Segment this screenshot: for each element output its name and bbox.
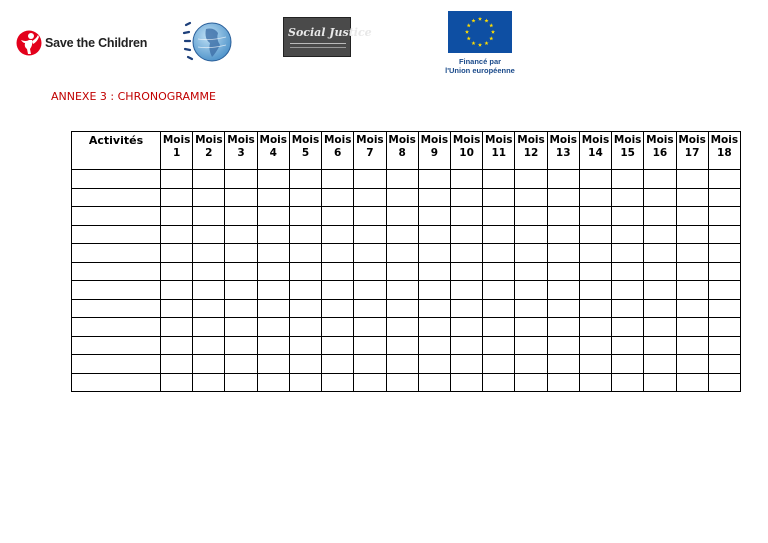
month-cell[interactable]	[193, 207, 225, 226]
month-cell[interactable]	[386, 244, 418, 263]
activity-cell[interactable]	[72, 355, 161, 374]
activity-cell[interactable]	[72, 207, 161, 226]
month-cell[interactable]	[515, 262, 547, 281]
month-cell[interactable]	[161, 207, 193, 226]
month-header: Mois 10	[450, 132, 482, 170]
month-cell[interactable]	[193, 244, 225, 263]
month-cell[interactable]	[579, 225, 611, 244]
eu-caption-line-1: Financé par	[458, 57, 502, 66]
month-cell[interactable]	[386, 318, 418, 337]
table-row	[72, 281, 741, 300]
month-cell[interactable]	[579, 188, 611, 207]
month-cell[interactable]	[354, 244, 386, 263]
eu-funding-caption	[436, 57, 524, 75]
month-cell[interactable]	[257, 318, 289, 337]
month-cell[interactable]	[257, 299, 289, 318]
month-cell[interactable]	[676, 355, 708, 374]
month-cell[interactable]	[354, 188, 386, 207]
month-cell[interactable]	[708, 299, 740, 318]
month-cell[interactable]	[676, 262, 708, 281]
month-cell[interactable]	[547, 207, 579, 226]
month-cell[interactable]	[483, 336, 515, 355]
activity-cell[interactable]	[72, 244, 161, 263]
month-cell[interactable]	[483, 318, 515, 337]
month-cell[interactable]	[450, 188, 482, 207]
month-cell[interactable]	[418, 188, 450, 207]
month-cell[interactable]	[708, 244, 740, 263]
month-cell[interactable]	[225, 355, 257, 374]
month-cell[interactable]	[676, 299, 708, 318]
month-cell[interactable]	[322, 373, 354, 392]
month-cell[interactable]	[386, 336, 418, 355]
month-cell[interactable]	[386, 262, 418, 281]
month-cell[interactable]	[225, 299, 257, 318]
month-cell[interactable]	[225, 281, 257, 300]
month-cell[interactable]	[612, 281, 644, 300]
month-cell[interactable]	[225, 262, 257, 281]
month-cell[interactable]	[322, 188, 354, 207]
save-the-children-logo	[16, 28, 147, 58]
month-header: Mois 6	[322, 132, 354, 170]
month-cell[interactable]	[515, 336, 547, 355]
month-cell[interactable]	[708, 355, 740, 374]
month-cell[interactable]	[676, 318, 708, 337]
cena-logo	[180, 19, 234, 65]
month-cell[interactable]	[547, 318, 579, 337]
month-header: Mois 4	[257, 132, 289, 170]
month-cell[interactable]	[450, 244, 482, 263]
month-cell[interactable]	[289, 355, 321, 374]
month-cell[interactable]	[322, 225, 354, 244]
month-cell[interactable]	[676, 244, 708, 263]
month-cell[interactable]	[450, 225, 482, 244]
month-header: Mois 1	[161, 132, 193, 170]
month-cell[interactable]	[644, 188, 676, 207]
month-cell[interactable]	[225, 336, 257, 355]
page-title: ANNEXE 3 : CHRONOGRAMME	[51, 90, 216, 103]
month-cell[interactable]	[289, 281, 321, 300]
table-row	[72, 207, 741, 226]
month-cell[interactable]	[515, 170, 547, 189]
table-row	[72, 318, 741, 337]
month-cell[interactable]	[708, 262, 740, 281]
month-cell[interactable]	[579, 244, 611, 263]
month-cell[interactable]	[289, 244, 321, 263]
month-cell[interactable]	[676, 207, 708, 226]
month-cell[interactable]	[450, 355, 482, 374]
month-cell[interactable]	[386, 170, 418, 189]
chronogram-table	[71, 131, 741, 392]
month-cell[interactable]	[547, 355, 579, 374]
month-cell[interactable]	[450, 170, 482, 189]
month-cell[interactable]	[257, 244, 289, 263]
month-cell[interactable]	[644, 225, 676, 244]
month-cell[interactable]	[515, 225, 547, 244]
month-cell[interactable]	[161, 188, 193, 207]
month-cell[interactable]	[483, 207, 515, 226]
table-header-row	[72, 132, 741, 170]
table-row	[72, 299, 741, 318]
month-cell[interactable]	[612, 170, 644, 189]
month-cell[interactable]	[193, 373, 225, 392]
activity-cell[interactable]	[72, 188, 161, 207]
month-cell[interactable]	[579, 355, 611, 374]
month-header: Mois 14	[579, 132, 611, 170]
eu-caption-line-2: l'Union européenne	[445, 66, 515, 75]
month-cell[interactable]	[418, 262, 450, 281]
month-cell[interactable]	[612, 262, 644, 281]
month-header: Mois 16	[644, 132, 676, 170]
month-cell[interactable]	[225, 188, 257, 207]
month-cell[interactable]	[547, 225, 579, 244]
social-justice-logo	[283, 17, 372, 57]
month-cell[interactable]	[708, 281, 740, 300]
month-cell[interactable]	[257, 281, 289, 300]
month-cell[interactable]	[515, 207, 547, 226]
month-cell[interactable]	[193, 318, 225, 337]
month-cell[interactable]	[161, 373, 193, 392]
month-cell[interactable]	[225, 207, 257, 226]
month-cell[interactable]	[257, 355, 289, 374]
month-cell[interactable]	[386, 207, 418, 226]
month-cell[interactable]	[515, 281, 547, 300]
month-cell[interactable]	[515, 355, 547, 374]
activity-cell[interactable]	[72, 170, 161, 189]
month-cell[interactable]	[708, 170, 740, 189]
month-cell[interactable]	[289, 207, 321, 226]
table-row	[72, 373, 741, 392]
month-cell[interactable]	[612, 207, 644, 226]
month-cell[interactable]	[386, 373, 418, 392]
table-row	[72, 188, 741, 207]
month-cell[interactable]	[644, 336, 676, 355]
month-cell[interactable]	[676, 225, 708, 244]
activity-cell[interactable]	[72, 318, 161, 337]
month-header: Mois 18	[708, 132, 740, 170]
social-justice-text: Social Justice	[288, 26, 372, 39]
month-cell[interactable]	[547, 170, 579, 189]
month-cell[interactable]	[322, 336, 354, 355]
month-cell[interactable]	[161, 262, 193, 281]
month-cell[interactable]	[289, 262, 321, 281]
month-cell[interactable]	[257, 225, 289, 244]
month-cell[interactable]	[322, 170, 354, 189]
month-cell[interactable]	[515, 373, 547, 392]
month-cell[interactable]	[644, 318, 676, 337]
month-cell[interactable]	[289, 373, 321, 392]
month-cell[interactable]	[547, 336, 579, 355]
month-cell[interactable]	[193, 336, 225, 355]
table-row	[72, 355, 741, 374]
month-cell[interactable]	[161, 318, 193, 337]
table-row	[72, 244, 741, 263]
table-row	[72, 262, 741, 281]
month-cell[interactable]	[612, 225, 644, 244]
month-cell[interactable]	[386, 355, 418, 374]
activity-cell[interactable]	[72, 262, 161, 281]
month-cell[interactable]	[193, 281, 225, 300]
month-cell[interactable]	[708, 207, 740, 226]
month-cell[interactable]	[193, 225, 225, 244]
month-cell[interactable]	[418, 318, 450, 337]
month-cell[interactable]	[579, 207, 611, 226]
save-the-children-text: Save the Children	[45, 36, 148, 50]
month-cell[interactable]	[354, 207, 386, 226]
month-cell[interactable]	[418, 336, 450, 355]
month-header: Mois 2	[193, 132, 225, 170]
month-header: Mois 12	[515, 132, 547, 170]
month-cell[interactable]	[450, 318, 482, 337]
month-cell[interactable]	[579, 373, 611, 392]
month-cell[interactable]	[225, 244, 257, 263]
month-cell[interactable]	[418, 244, 450, 263]
month-cell[interactable]	[418, 207, 450, 226]
month-cell[interactable]	[418, 225, 450, 244]
month-cell[interactable]	[225, 318, 257, 337]
month-cell[interactable]	[612, 373, 644, 392]
month-cell[interactable]	[450, 207, 482, 226]
month-cell[interactable]	[612, 336, 644, 355]
month-cell[interactable]	[644, 170, 676, 189]
month-cell[interactable]	[225, 373, 257, 392]
month-cell[interactable]	[257, 373, 289, 392]
month-cell[interactable]	[322, 262, 354, 281]
month-cell[interactable]	[644, 207, 676, 226]
month-cell[interactable]	[483, 170, 515, 189]
month-cell[interactable]	[161, 281, 193, 300]
month-cell[interactable]	[515, 188, 547, 207]
month-cell[interactable]	[193, 299, 225, 318]
month-cell[interactable]	[193, 170, 225, 189]
month-cell[interactable]	[354, 373, 386, 392]
month-cell[interactable]	[450, 299, 482, 318]
month-cell[interactable]	[322, 318, 354, 337]
month-cell[interactable]	[322, 299, 354, 318]
month-cell[interactable]	[450, 373, 482, 392]
month-cell[interactable]	[289, 225, 321, 244]
month-cell[interactable]	[483, 244, 515, 263]
month-cell[interactable]	[289, 299, 321, 318]
month-cell[interactable]	[386, 281, 418, 300]
table-body	[72, 170, 741, 392]
month-cell[interactable]	[708, 225, 740, 244]
table-row	[72, 170, 741, 189]
month-cell[interactable]	[547, 281, 579, 300]
month-cell[interactable]	[547, 262, 579, 281]
month-cell[interactable]	[418, 373, 450, 392]
month-cell[interactable]	[386, 299, 418, 318]
month-cell[interactable]	[644, 355, 676, 374]
month-cell[interactable]	[354, 299, 386, 318]
month-cell[interactable]	[257, 188, 289, 207]
month-header: Mois 15	[612, 132, 644, 170]
month-cell[interactable]	[612, 299, 644, 318]
eu-flag-logo	[448, 11, 512, 53]
table-row	[72, 336, 741, 355]
month-cell[interactable]	[676, 188, 708, 207]
month-cell[interactable]	[354, 336, 386, 355]
month-cell[interactable]	[483, 355, 515, 374]
month-cell[interactable]	[708, 318, 740, 337]
month-cell[interactable]	[483, 188, 515, 207]
month-cell[interactable]	[257, 336, 289, 355]
month-cell[interactable]	[354, 225, 386, 244]
month-cell[interactable]	[161, 170, 193, 189]
activities-header: Activités	[72, 132, 161, 170]
month-cell[interactable]	[483, 373, 515, 392]
month-cell[interactable]	[354, 355, 386, 374]
month-cell[interactable]	[225, 170, 257, 189]
eu-stars-icon	[448, 11, 512, 53]
month-cell[interactable]	[612, 188, 644, 207]
month-cell[interactable]	[354, 262, 386, 281]
month-cell[interactable]	[161, 225, 193, 244]
month-cell[interactable]	[193, 262, 225, 281]
month-cell[interactable]	[515, 318, 547, 337]
month-cell[interactable]	[386, 225, 418, 244]
month-cell[interactable]	[483, 262, 515, 281]
month-cell[interactable]	[547, 188, 579, 207]
activity-cell[interactable]	[72, 373, 161, 392]
month-cell[interactable]	[483, 281, 515, 300]
month-header: Mois 7	[354, 132, 386, 170]
month-cell[interactable]	[547, 244, 579, 263]
globe-icon	[180, 19, 234, 65]
month-cell[interactable]	[483, 225, 515, 244]
month-header: Mois 3	[225, 132, 257, 170]
month-cell[interactable]	[289, 318, 321, 337]
month-cell[interactable]	[676, 281, 708, 300]
month-cell[interactable]	[579, 318, 611, 337]
month-cell[interactable]	[644, 262, 676, 281]
month-cell[interactable]	[257, 262, 289, 281]
save-the-children-emblem-icon	[16, 29, 42, 57]
month-cell[interactable]	[579, 170, 611, 189]
month-cell[interactable]	[450, 262, 482, 281]
month-cell[interactable]	[322, 207, 354, 226]
month-cell[interactable]	[708, 373, 740, 392]
month-cell[interactable]	[579, 299, 611, 318]
month-cell[interactable]	[644, 281, 676, 300]
month-cell[interactable]	[579, 262, 611, 281]
month-cell[interactable]	[644, 373, 676, 392]
month-cell[interactable]	[193, 355, 225, 374]
month-cell[interactable]	[161, 244, 193, 263]
month-cell[interactable]	[450, 281, 482, 300]
social-justice-divider	[290, 43, 346, 44]
month-cell[interactable]	[483, 299, 515, 318]
month-cell[interactable]	[418, 281, 450, 300]
month-cell[interactable]	[676, 336, 708, 355]
month-cell[interactable]	[676, 373, 708, 392]
month-cell[interactable]	[161, 299, 193, 318]
month-cell[interactable]	[612, 355, 644, 374]
month-cell[interactable]	[322, 355, 354, 374]
month-header: Mois 11	[483, 132, 515, 170]
month-cell[interactable]	[289, 170, 321, 189]
table-row	[72, 225, 741, 244]
month-header: Mois 8	[386, 132, 418, 170]
activity-cell[interactable]	[72, 336, 161, 355]
month-cell[interactable]	[418, 170, 450, 189]
month-cell[interactable]	[547, 299, 579, 318]
month-header: Mois 13	[547, 132, 579, 170]
month-cell[interactable]	[515, 244, 547, 263]
activity-cell[interactable]	[72, 299, 161, 318]
activity-cell[interactable]	[72, 225, 161, 244]
month-cell[interactable]	[354, 318, 386, 337]
month-cell[interactable]	[289, 188, 321, 207]
month-cell[interactable]	[354, 170, 386, 189]
month-cell[interactable]	[612, 244, 644, 263]
month-cell[interactable]	[418, 299, 450, 318]
month-cell[interactable]	[161, 336, 193, 355]
social-justice-divider	[290, 47, 346, 48]
month-cell[interactable]	[257, 207, 289, 226]
month-cell[interactable]	[579, 281, 611, 300]
month-cell[interactable]	[676, 170, 708, 189]
month-cell[interactable]	[322, 244, 354, 263]
month-header: Mois 17	[676, 132, 708, 170]
month-cell[interactable]	[612, 318, 644, 337]
month-cell[interactable]	[644, 244, 676, 263]
month-cell[interactable]	[257, 170, 289, 189]
month-cell[interactable]	[322, 281, 354, 300]
month-cell[interactable]	[515, 299, 547, 318]
month-cell[interactable]	[225, 225, 257, 244]
activity-cell[interactable]	[72, 281, 161, 300]
month-header: Mois 5	[289, 132, 321, 170]
month-cell[interactable]	[193, 188, 225, 207]
month-cell[interactable]	[386, 188, 418, 207]
month-cell[interactable]	[579, 336, 611, 355]
month-cell[interactable]	[418, 355, 450, 374]
month-cell[interactable]	[644, 299, 676, 318]
month-header: Mois 9	[418, 132, 450, 170]
month-cell[interactable]	[708, 188, 740, 207]
month-cell[interactable]	[708, 336, 740, 355]
month-cell[interactable]	[354, 281, 386, 300]
month-cell[interactable]	[289, 336, 321, 355]
month-cell[interactable]	[450, 336, 482, 355]
month-cell[interactable]	[161, 355, 193, 374]
month-cell[interactable]	[547, 373, 579, 392]
